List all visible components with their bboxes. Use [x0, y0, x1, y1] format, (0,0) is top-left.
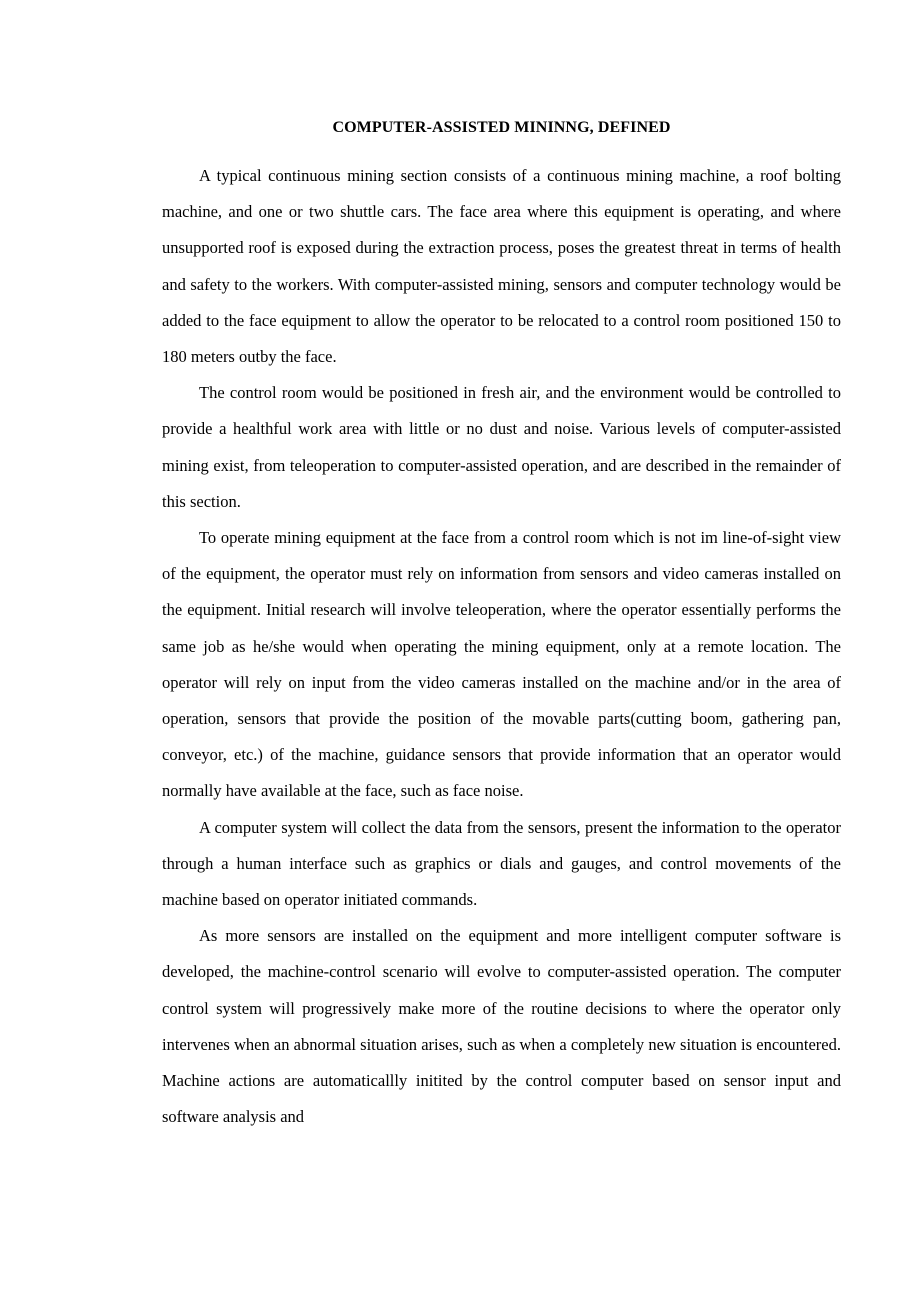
document-body	[162, 158, 841, 1135]
paragraph-4: A computer system will collect the data from the sensors, present the information to the operator through a human interface such as graphics or dials and gauges, and control movements of the machine based on operator initiated commands.	[162, 817, 841, 910]
paragraph-3: To operate mining equipment at the face from a control room which is not im line-of-sight view of the equipment, the operator must rely on information from sensors and video cameras installed on the equipment. Initial research will involve teleoperation, where the operator essentially performs the same job as he/she would when operating the mining equipment, only at a remote location. The operator will rely on input from the video cameras installed on the machine and/or in the area of operation, sensors that provide the position of the movable parts(cutting boom, gathering pan, conveyor, etc.) of the machine, guidance sensors that provide information that an operator would normally have available at the face, such as face noise.	[162, 528, 841, 801]
document-title: COMPUTER-ASSISTED MININNG, DEFINED	[332, 119, 671, 136]
paragraph-1: A typical continuous mining section consists of a continuous mining machine, a roof bolting machine, and one or two shuttle cars. The face area where this equipment is operating, and where unsupported roof is exposed during the extraction process, poses the greatest threat in terms of health and safety to the workers. With computer-assisted mining, sensors and computer technology would be added to the face equipment to allow the operator to be relocated to a control room positioned 150 to 180 meters outby the face.	[162, 166, 841, 367]
paragraph-2: The control room would be positioned in fresh air, and the environment would be controlled to provide a healthful work area with little or no dust and noise. Various levels of computer-assisted mining exist, from teleoperation to computer-assisted operation, and are described in the remainder of this section.	[162, 383, 841, 511]
paragraph-5: As more sensors are installed on the equipment and more intelligent computer software is developed, the machine-control scenario will evolve to computer-assisted operation. The computer control system will progressively make more of the routine decisions to where the operator only intervenes when an abnormal situation arises, such as when a completely new situation is encountered. Machine actions are automaticallly initited by the control computer based on sensor input and software analysis and	[162, 926, 841, 1127]
